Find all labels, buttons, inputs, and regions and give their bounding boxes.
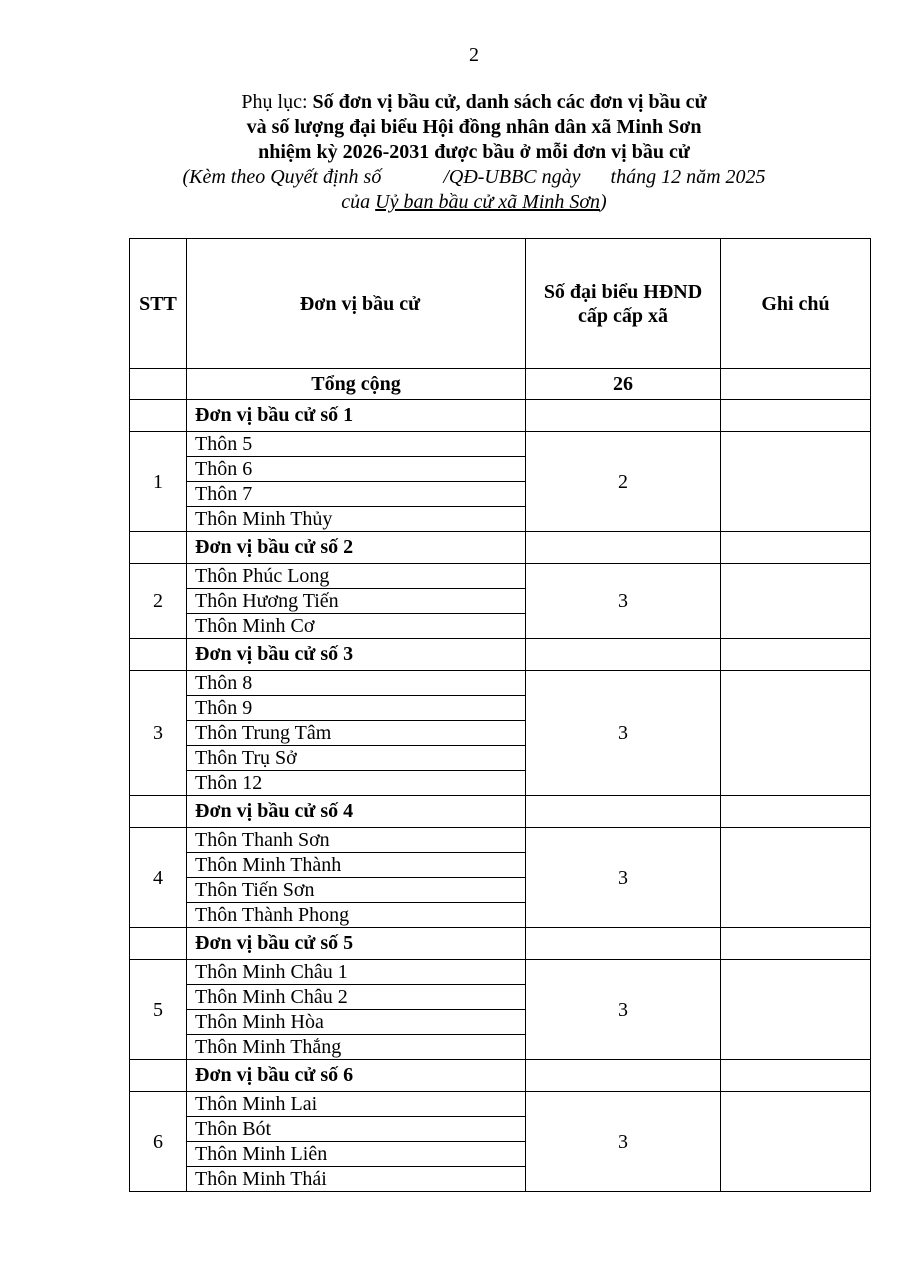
village-name: Thôn Minh Liên [187,1142,526,1167]
village-name: Thôn Minh Thành [187,853,526,878]
header-stt: STT [130,239,187,369]
unit-stt: 5 [130,960,187,1060]
village-name: Thôn 8 [187,671,526,696]
village-name: Thôn 6 [187,457,526,482]
total-row [130,369,871,400]
unit-heading-stt [130,532,187,564]
unit-note [721,564,871,639]
unit-heading-note [721,1060,871,1092]
village-name: Thôn 7 [187,482,526,507]
unit-heading: Đơn vị bầu cử số 3 [187,639,526,671]
village-name: Thôn Thanh Sơn [187,828,526,853]
issuing-body-suffix: ) [600,191,607,213]
village-name: Thôn Trung Tâm [187,721,526,746]
unit-heading-delegates [526,796,721,828]
village-name: Thôn 12 [187,771,526,796]
unit-heading: Đơn vị bầu cử số 2 [187,532,526,564]
header-delegates [526,239,721,369]
unit-delegates: 2 [526,432,721,532]
village-name: Thôn Minh Cơ [187,614,526,639]
unit-heading-delegates [526,1060,721,1092]
total-stt [130,369,187,400]
unit-note [721,960,871,1060]
unit-heading-stt [130,796,187,828]
unit-heading-stt [130,928,187,960]
unit-heading-row [130,796,871,828]
total-label: Tổng cộng [187,369,526,400]
unit-stt: 1 [130,432,187,532]
village-row [130,1092,871,1117]
total-note [721,369,871,400]
village-name: Thôn Minh Châu 1 [187,960,526,985]
unit-note [721,1092,871,1192]
issuing-body-prefix: của [341,191,376,213]
village-name: Thôn Thành Phong [187,903,526,928]
unit-heading-row [130,532,871,564]
unit-heading-stt [130,639,187,671]
unit-heading-stt [130,1060,187,1092]
unit-delegates: 3 [526,671,721,796]
unit-note [721,671,871,796]
unit-heading-delegates [526,400,721,432]
unit-stt: 4 [130,828,187,928]
unit-delegates: 3 [526,1092,721,1192]
unit-heading: Đơn vị bầu cử số 1 [187,400,526,432]
village-name: Thôn Minh Châu 2 [187,985,526,1010]
village-row [130,828,871,853]
decision-ref-a: (Kèm theo Quyết định số [182,166,382,188]
total-value: 26 [526,369,721,400]
village-name: Thôn 9 [187,696,526,721]
village-row [130,960,871,985]
decision-ref-c: tháng 12 năm 2025 [610,166,766,188]
village-name: Thôn Tiến Sơn [187,878,526,903]
village-name: Thôn Trụ Sở [187,746,526,771]
village-name: Thôn Minh Thái [187,1167,526,1192]
village-name: Thôn Minh Thủy [187,507,526,532]
unit-heading-note [721,639,871,671]
village-name: Thôn Minh Thắng [187,1035,526,1060]
title-text-1: Số đơn vị bầu cử, danh sách các đơn vị bầu cử [312,91,707,113]
title-prefix: Phụ lục: [241,91,313,113]
unit-heading: Đơn vị bầu cử số 5 [187,928,526,960]
title-line-2: và số lượng đại biểu Hội đồng nhân dân xã Minh Sơn [246,116,702,138]
decision-ref-b: /QĐ-UBBC ngày [443,166,581,188]
unit-heading-note [721,532,871,564]
decision-reference [0,165,904,190]
unit-heading-note [721,400,871,432]
header-note: Ghi chú [721,239,871,369]
unit-delegates: 3 [526,828,721,928]
unit-heading-row [130,928,871,960]
village-name: Thôn Minh Hòa [187,1010,526,1035]
table-header-row [130,239,871,369]
unit-heading-note [721,928,871,960]
village-name: Thôn 5 [187,432,526,457]
unit-stt: 2 [130,564,187,639]
village-name: Thôn Hương Tiến [187,589,526,614]
page-number: 2 [469,44,479,66]
unit-heading: Đơn vị bầu cử số 6 [187,1060,526,1092]
document-title [0,90,904,215]
unit-heading-stt [130,400,187,432]
unit-heading-delegates [526,532,721,564]
village-row [130,432,871,457]
header-delegates-line1: Số đại biểu HĐND [543,280,703,303]
issuing-body-name: Uỷ ban bầu cử xã Minh Sơn [375,191,601,213]
unit-heading-row [130,639,871,671]
unit-heading-note [721,796,871,828]
unit-delegates: 3 [526,564,721,639]
election-units-table [129,238,871,1192]
unit-heading-delegates [526,639,721,671]
unit-heading-row [130,400,871,432]
village-row [130,671,871,696]
village-row [130,564,871,589]
unit-heading-row [130,1060,871,1092]
unit-note [721,432,871,532]
issuing-body [0,190,904,215]
unit-heading: Đơn vị bầu cử số 4 [187,796,526,828]
title-line-3: nhiệm kỳ 2026-2031 được bầu ở mỗi đơn vị bầu cử [258,141,690,163]
village-name: Thôn Bót [187,1117,526,1142]
village-name: Thôn Minh Lai [187,1092,526,1117]
header-delegates-line2: cấp cấp xã [578,304,668,327]
unit-heading-delegates [526,928,721,960]
header-unit: Đơn vị bầu cử [187,239,526,369]
table-body [130,369,871,1192]
unit-stt: 3 [130,671,187,796]
unit-delegates: 3 [526,960,721,1060]
title-line-1 [0,90,904,115]
village-name: Thôn Phúc Long [187,564,526,589]
unit-stt: 6 [130,1092,187,1192]
unit-note [721,828,871,928]
